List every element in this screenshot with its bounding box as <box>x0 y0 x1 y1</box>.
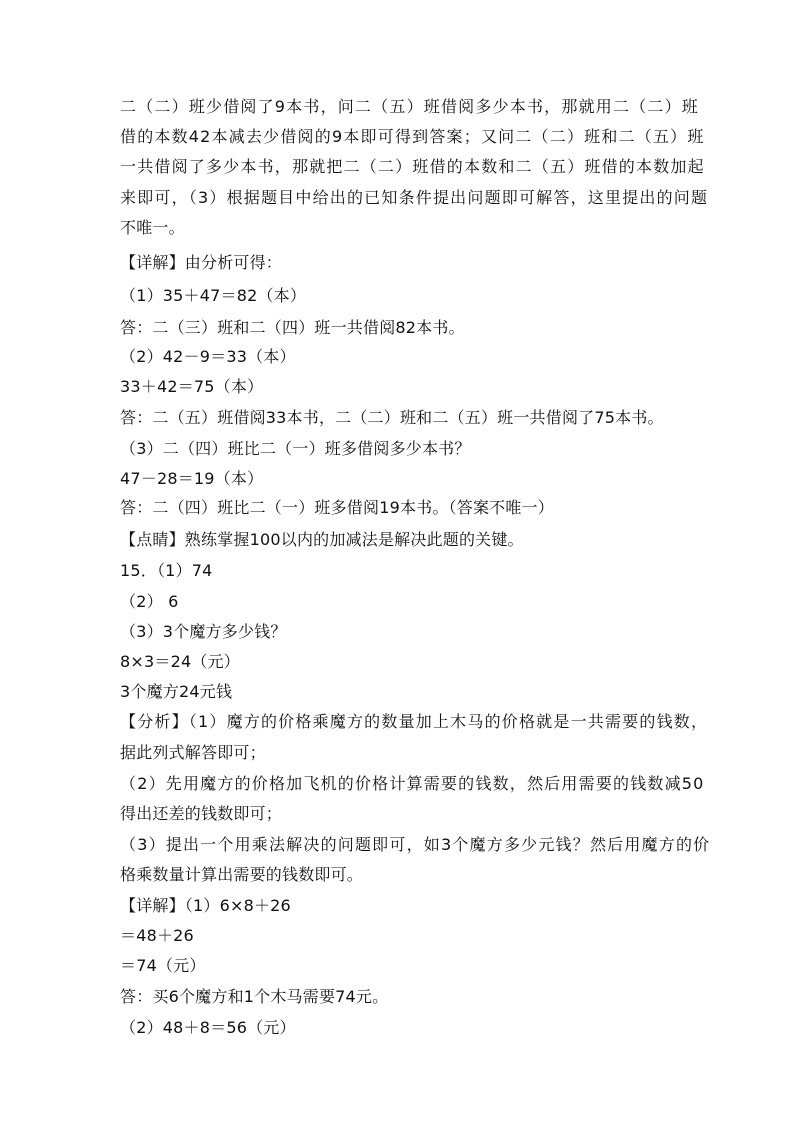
text-line: （3）二（四）班比二（一）班多借阅多少本书？ <box>120 439 471 458</box>
analysis-heading: 【分析】（1）魔方的价格乘魔方的数量加上木马的价格就是一共需要的钱数， <box>120 712 709 731</box>
text-line: 得出还差的钱数即可； <box>120 804 283 823</box>
text-line: （1）35＋47＝82（本） <box>120 286 307 305</box>
text-line: 答：买6个魔方和1个木马需要74元。 <box>120 987 389 1006</box>
detail-heading: 【详解】由分析可得： <box>120 253 283 272</box>
text-line: 一共借阅了多少本书，那就把二（二）班借的本数和二（五）班借的本数加起 <box>120 157 705 176</box>
text-line: 答：二（四）班比二（一）班多借阅19本书。（答案不唯一） <box>120 498 554 517</box>
text-line: （2）48＋8＝56（元） <box>120 1018 296 1037</box>
text-line: （2）42－9＝33（本） <box>120 347 296 366</box>
text-line: （2）先用魔方的价格加飞机的价格计算需要的钱数，然后用需要的钱数减50 <box>120 774 705 793</box>
text-line: 不唯一。 <box>120 218 185 237</box>
text-line: ＝48＋26 <box>120 926 194 945</box>
text-line: 二（二）班少借阅了9本书，问二（五）班借阅多少本书，那就用二（二）班 <box>120 97 699 116</box>
text-line: 答：二（三）班和二（四）班一共借阅82本书。 <box>120 318 465 337</box>
text-line: 据此列式解答即可； <box>120 743 266 762</box>
text-line: （2） 6 <box>120 592 179 611</box>
text-line: 8×3＝24（元） <box>120 652 240 671</box>
text-line: （3）提出一个用乘法解决的问题即可，如3个魔方多少元钱？然后用魔方的价 <box>120 835 711 854</box>
text-line: 答：二（五）班借阅33本书，二（二）班和二（五）班一共借阅了75本书。 <box>120 408 664 427</box>
text-line: 格乘数量计算出需要的钱数即可。 <box>120 865 364 884</box>
comment-heading: 【点睛】熟练掌握100以内的加减法是解决此题的关键。 <box>120 530 524 549</box>
detail-heading: 【详解】（1）6×8＋26 <box>120 896 291 915</box>
text-line: 来即可，（3）根据题目中给出的已知条件提出问题即可解答，这里提出的问题 <box>120 188 709 207</box>
text-line: ＝74（元） <box>120 956 206 975</box>
text-line: 3个魔方24元钱 <box>120 682 233 701</box>
question-number: 15．（1）74 <box>120 561 213 580</box>
text-line: （3）3个魔方多少钱？ <box>120 622 287 641</box>
text-line: 47－28＝19（本） <box>120 469 264 488</box>
text-line: 33＋42＝75（本） <box>120 377 264 396</box>
text-line: 借的本数42本减去少借阅的9本即可得到答案；又问二（二）班和二（五）班 <box>120 127 705 146</box>
